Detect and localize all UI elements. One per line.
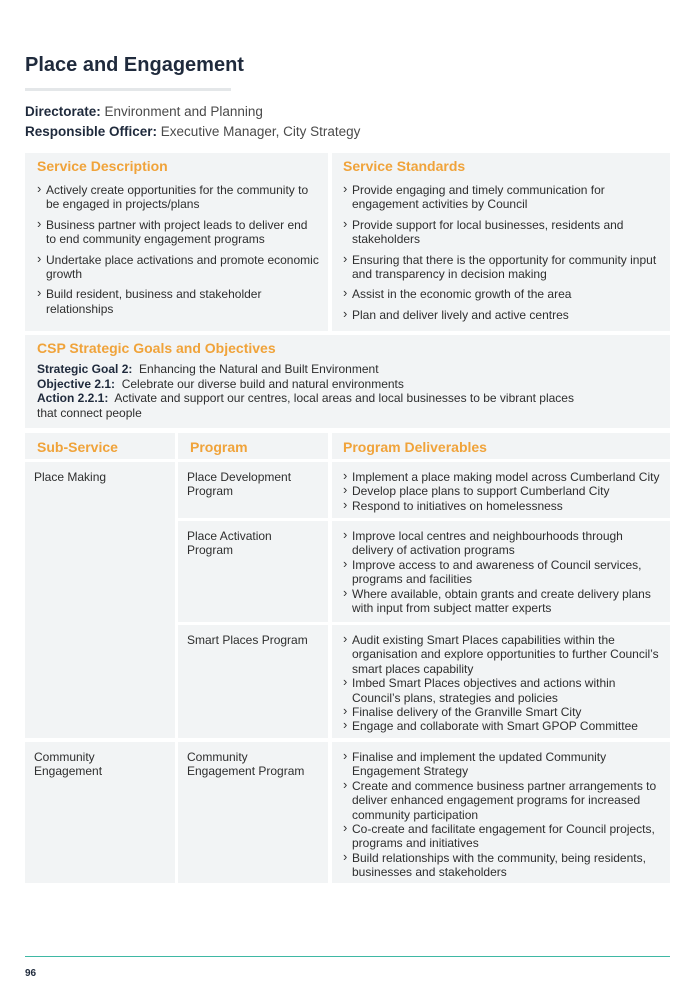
strategic-goal: [37, 362, 580, 377]
officer-value: Executive Manager, City Strategy: [160, 124, 361, 139]
list-item: › Co-create and facilitate engagement for Council projects, programs and initiatives: [343, 822, 662, 851]
program-cell: [178, 742, 328, 883]
header-label: Sub-Service: [37, 439, 118, 455]
action: [37, 391, 580, 420]
sub-service-place-making: [25, 462, 175, 738]
service-standards-list: [343, 183, 662, 322]
officer-label: Responsible Officer:: [25, 124, 158, 139]
list-item: › Actively create opportunities for the community to be engaged in projects/plans: [37, 183, 320, 212]
list-item: › Audit existing Smart Places capabilities within the organisation and explore opportunities to further Council’s smart places capability: [343, 633, 662, 676]
service-description-heading: Service Description: [37, 158, 168, 174]
list-item: › Respond to initiatives on homelessness: [343, 499, 662, 513]
list-item: › Finalise and implement the updated Community Engagement Strategy: [343, 750, 662, 779]
list-item: › Build resident, business and stakeholder relationships: [37, 287, 320, 316]
directorate-value: Environment and Planning: [104, 104, 263, 119]
sub-service-label: Community Engagement: [34, 750, 103, 779]
list-item: › Improve access to and awareness of Council services, programs and facilities: [343, 558, 662, 587]
service-description-list: [37, 183, 320, 316]
csp-panel: [25, 335, 670, 428]
list-item: › Plan and deliver lively and active centres: [343, 308, 662, 322]
page-number: 96: [25, 968, 37, 979]
program-label: Place Activation Program: [187, 529, 272, 558]
header-label: Program Deliverables: [343, 439, 487, 455]
officer-line: [25, 124, 360, 139]
directorate-label: Directorate:: [25, 104, 101, 119]
footer-divider: [25, 956, 670, 957]
list-item: › Finalise delivery of the Granville Smart City: [343, 705, 662, 719]
list-item: › Engage and collaborate with Smart GPOP Committee: [343, 719, 662, 733]
list-item: › Develop place plans to support Cumberland City: [343, 484, 662, 498]
list-item: › Ensuring that there is the opportunity for community input and transparency in decision making: [343, 253, 662, 282]
sub-service-label: Place Making: [34, 470, 107, 484]
strategic-goal-text: Enhancing the Natural and Built Environment: [139, 362, 379, 376]
csp-heading: CSP Strategic Goals and Objectives: [37, 340, 276, 356]
page-title: Place and Engagement: [25, 54, 244, 76]
deliverables-cell: [332, 462, 670, 518]
list-item: › Undertake place activations and promote economic growth: [37, 253, 320, 282]
title-underline: [25, 88, 231, 91]
service-description-panel: [25, 153, 328, 331]
program-cell: [178, 521, 328, 622]
list-item: › Build relationships with the community, being residents, businesses and stakeholders: [343, 851, 662, 880]
list-item: › Provide support for local businesses, residents and stakeholders: [343, 218, 662, 247]
list-item: › Create and commence business partner arrangements to deliver enhanced engagement programs for increased community participation: [343, 779, 662, 822]
deliverables-cell: [332, 625, 670, 738]
program-label: Place Development Program: [187, 470, 292, 499]
deliverables-cell: [332, 742, 670, 883]
action-text: Activate and support our centres, local areas and local businesses to be vibrant places that connect people: [37, 391, 574, 420]
list-item: › Improve local centres and neighbourhoods through delivery of activation programs: [343, 529, 662, 558]
service-standards-panel: [332, 153, 670, 331]
action-label: Action 2.2.1:: [37, 391, 109, 406]
directorate-line: [25, 104, 263, 119]
program-label: Community Engagement Program: [187, 750, 305, 779]
header-label: Program: [190, 439, 248, 455]
deliverables-cell: [332, 521, 670, 622]
table-header-sub-service: [25, 433, 175, 459]
list-item: › Assist in the economic growth of the area: [343, 287, 662, 301]
sub-service-community-engagement: [25, 742, 175, 883]
list-item: › Business partner with project leads to deliver end to end community engagement programs: [37, 218, 320, 247]
list-item: › Where available, obtain grants and create delivery plans with input from subject matter experts: [343, 587, 662, 616]
objective: [37, 377, 580, 392]
objective-label: Objective 2.1:: [37, 376, 116, 391]
list-item: › Implement a place making model across Cumberland City: [343, 470, 662, 484]
table-header-deliverables: [332, 433, 670, 459]
list-item: › Provide engaging and timely communication for engagement activities by Council: [343, 183, 662, 212]
strategic-goal-label: Strategic Goal 2:: [37, 362, 133, 376]
program-cell: [178, 462, 328, 518]
objective-text: Celebrate our diverse build and natural environments: [121, 376, 404, 391]
program-cell: [178, 625, 328, 738]
service-standards-heading: Service Standards: [343, 158, 466, 174]
list-item: › Imbed Smart Places objectives and actions within Council’s plans, strategies and policies: [343, 676, 662, 705]
program-label: Smart Places Program: [187, 633, 308, 647]
table-header-program: [178, 433, 328, 459]
